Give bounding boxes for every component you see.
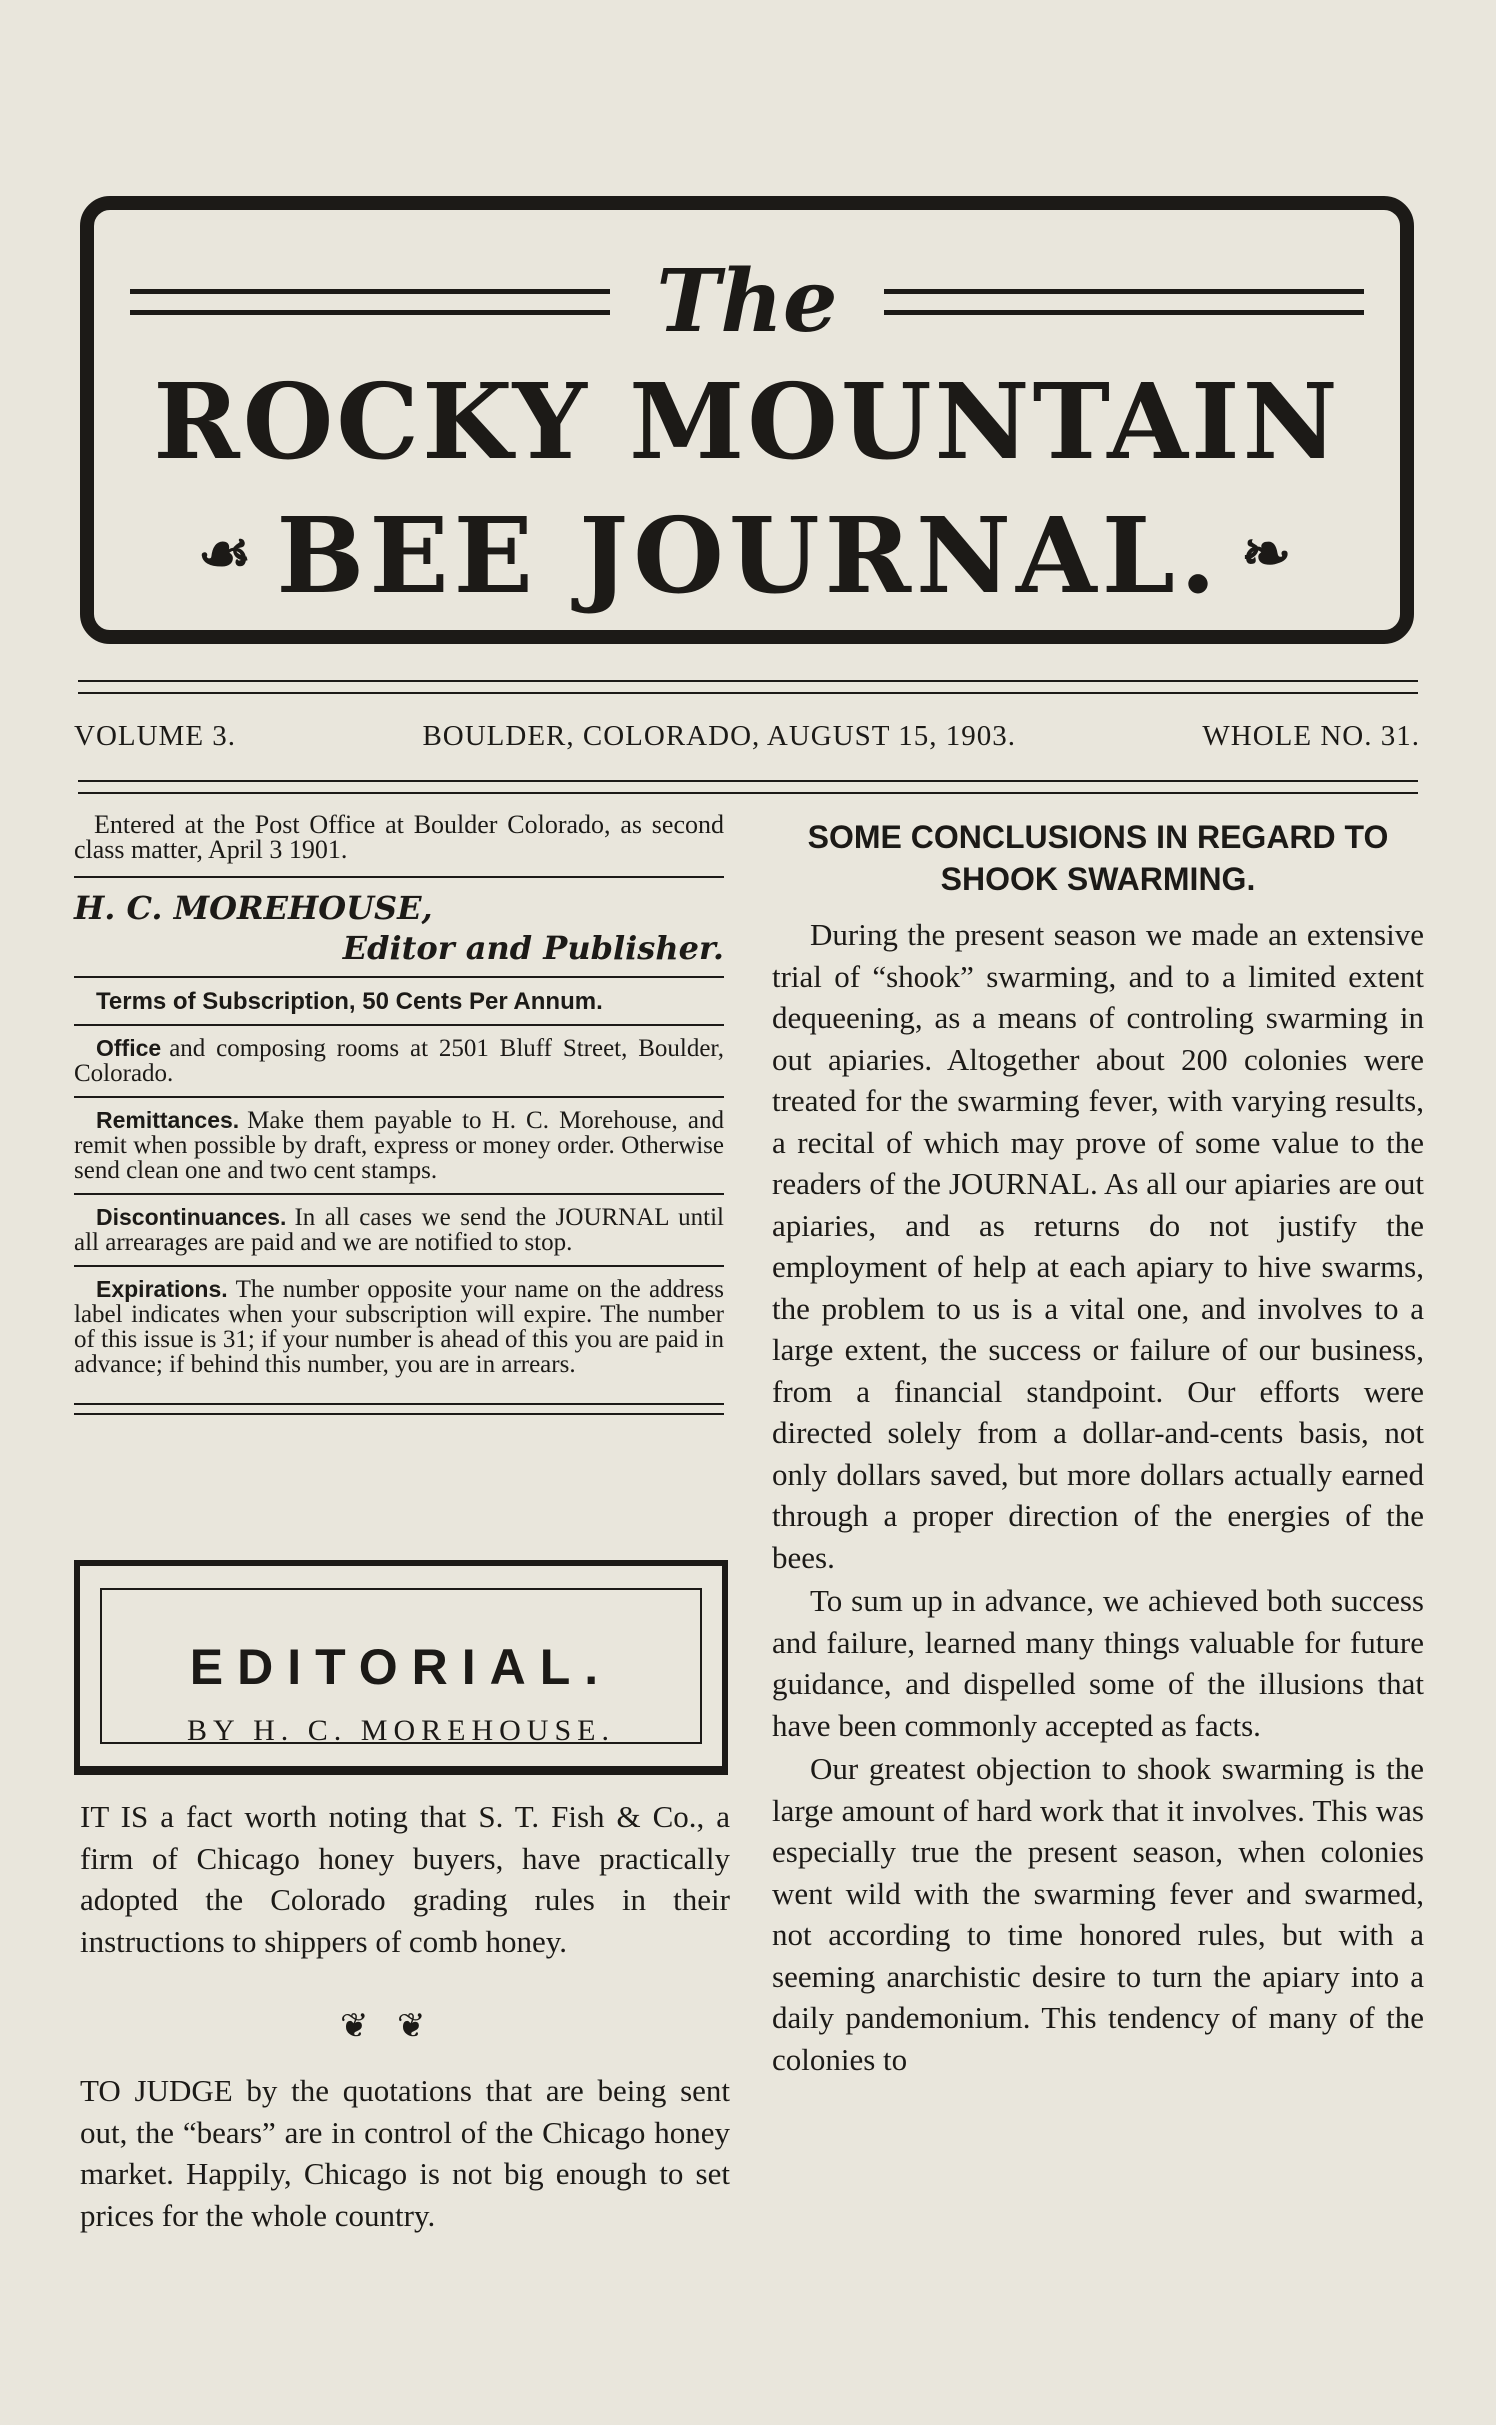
leaf-ornament-icon: ❧ <box>1241 519 1297 589</box>
publisher-role: Editor and Publisher. <box>342 929 724 967</box>
divider <box>74 1096 724 1098</box>
article-title: SOME CONCLUSIONS IN REGARD TO SHOOK SWARMING. <box>807 819 1389 897</box>
double-divider <box>74 1403 724 1415</box>
divider <box>74 876 724 878</box>
office-lead: Office <box>96 1035 162 1061</box>
divider <box>74 1193 724 1195</box>
expirations-notice <box>74 1277 724 1377</box>
leaf-ornament-icon: ❦ ❦ <box>340 2008 436 2045</box>
divider <box>74 1024 724 1026</box>
editorial-header-box <box>74 1560 728 1775</box>
rule-below-dateline <box>78 780 1418 794</box>
remittances-text: Make them payable to H. C. Morehouse, and remit when possible by draft, express or money order. Otherwise send clean one and two cent stamps. <box>74 1107 724 1184</box>
masthead-the: The <box>656 251 838 352</box>
discontinuances-lead: Discontinuances. <box>96 1204 287 1230</box>
masthead-title-line2-text: BEE JOURNAL. <box>276 494 1222 617</box>
discontinuances-notice <box>74 1205 724 1255</box>
office-notice <box>74 1036 724 1086</box>
office-text: and composing rooms at 2501 Bluff Street, Boulder, Colorado. <box>74 1035 724 1087</box>
masthead-the-row <box>130 251 1364 352</box>
leaf-ornament-icon: ☙ <box>197 519 257 589</box>
masthead <box>80 196 1414 644</box>
remittances-notice <box>74 1108 724 1183</box>
dateline <box>74 720 1420 753</box>
editorial-byline: BY H. C. MOREHOUSE. <box>187 1714 615 1747</box>
entered-notice: Entered at the Post Office at Boulder Colorado, as second class matter, April 3 1901. <box>74 810 724 864</box>
masthead-title-line1: ROCKY MOUNTAIN <box>153 360 1341 483</box>
editorial-title: EDITORIAL. <box>189 1639 613 1695</box>
article <box>772 816 1424 2080</box>
whole-number: WHOLE NO. 31. <box>1202 720 1420 752</box>
article-paragraph-2: To sum up in advance, we achieved both success and failure, learned many things valuable for future guidance, and dispelled some of the illusions that have been commonly accepted as facts. <box>772 1583 1424 1743</box>
masthead-rule-right <box>884 289 1364 315</box>
masthead-title-line2 <box>94 494 1400 617</box>
divider <box>74 1265 724 1267</box>
editorial-paragraph-2: TO JUDGE by the quotations that are being sent out, the “bears” are in control of the Chicago honey market. Happily, Chicago is not big enough to set prices for the whole country. <box>80 2073 730 2233</box>
article-paragraph-1: During the present season we made an extensive trial of “shook” swarming, and to a limited extent dequeening, as a means of controling swarming in out apiaries. Altogether about 200 colonies were treated for the swarming fever, with varying results, a recital of which may prove of some value to the readers of the JOURNAL. As all our apiaries are out apiaries, and as returns do not justify the employment of help at each apiary to hive swarms, the problem to us is a vital one, and involves to a large extent, the success or failure of our business, from a financial standpoint. Our efforts were directed solely from a dollar-and-cents basis, not only dollars saved, but more dollars actually earned through a proper direction of the energies of the bees. <box>772 917 1424 1575</box>
editorial-paragraph-1: IT IS a fact worth noting that S. T. Fish & Co., a firm of Chicago honey buyers, have practically adopted the Colorado grading rules in their instructions to shippers of comb honey. <box>80 1799 730 1959</box>
masthead-rule-left <box>130 289 610 315</box>
place-and-date: BOULDER, COLORADO, AUGUST 15, 1903. <box>422 720 1017 752</box>
article-paragraph-3: Our greatest objection to shook swarming is the large amount of hard work that it involves. This was especially true the present season, when colonies went wild with the swarming fever and swarmed, not according to time honored rules, but with a seeming anarchistic desire to turn the apiary into a daily pandemonium. This tendency of many of the colonies to <box>772 1751 1424 2077</box>
publisher-name: H. C. MOREHOUSE, <box>74 889 433 927</box>
remittances-lead: Remittances. <box>96 1107 240 1133</box>
rule-above-dateline <box>78 680 1418 694</box>
volume-number: VOLUME 3. <box>74 720 237 752</box>
discontinuances-text: In all cases we send the JOURNAL until all arrearages are paid and we are notified to stop. <box>74 1204 724 1256</box>
divider <box>74 976 724 978</box>
editorial-inner-frame <box>100 1588 702 1747</box>
expirations-text: The number opposite your name on the address label indicates when your subscription will expire. The number of this issue is 31; if your number is ahead of this you are paid in advance; if behind this number, you are in arrears. <box>74 1276 724 1378</box>
publication-notices <box>74 812 724 1441</box>
expirations-lead: Expirations. <box>96 1276 228 1302</box>
subscription-terms: Terms of Subscription, 50 Cents Per Annum. <box>96 988 603 1015</box>
publisher-block <box>74 888 724 968</box>
